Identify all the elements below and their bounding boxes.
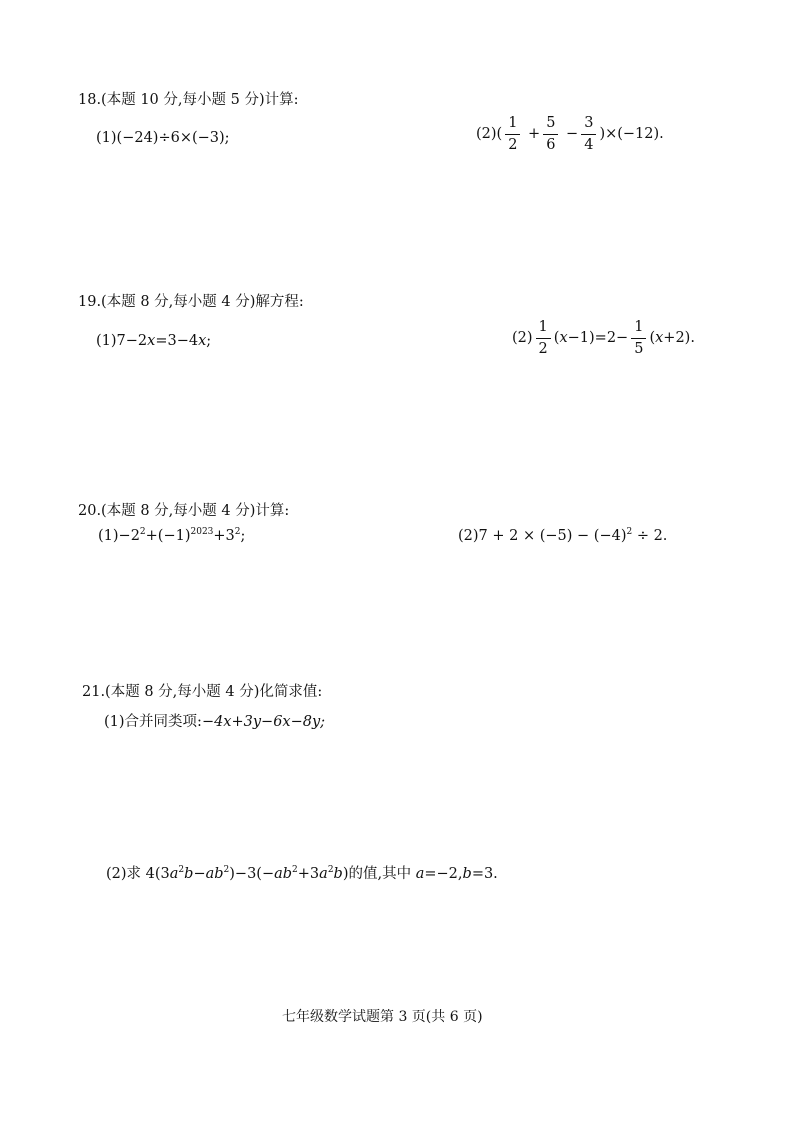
q20-p1-text: +(−1) [145,528,191,544]
q18-p2-suffix: )×(−12). [599,126,664,142]
exponent: 2 [327,865,334,875]
exponent: 2 [223,865,230,875]
q20-p1-text: (1)−2 [98,528,140,544]
q21-p2-text: =3. [471,866,498,882]
variable-a: a [415,866,425,882]
question-19-part-2 [512,320,695,356]
q19-p2-prefix: (2) [512,330,533,346]
variable-ab: ab [205,866,224,882]
variable-b: b− [184,866,206,882]
variable-x: x [147,333,156,349]
q18-p2-prefix: (2)( [476,126,503,142]
fraction-1-2 [536,320,551,356]
q19-p2-text: −1)=2− [567,330,629,346]
q20-p1-text: +3 [213,528,235,544]
q19-p2-text: ( [649,330,656,346]
variable-x: x [198,333,207,349]
q21-p2-text: (2)求 4(3 [106,866,170,882]
question-20-part-2 [458,528,667,544]
question-19-part-1 [96,333,211,349]
variable-ab: ab [274,866,293,882]
question-19-header: 19.(本题 8 分,每小题 4 分)解方程: [78,294,304,310]
exponent: 2 [626,527,633,537]
q20-p1-text: ; [240,528,246,544]
question-21-part-1 [104,710,325,731]
fraction-1-5 [631,320,646,356]
denominator: 2 [505,134,520,153]
exponent: 2 [234,527,241,537]
numerator: 1 [538,319,548,335]
fraction-3-4 [581,116,596,152]
q21-p2-text: )的值,其中 [342,866,416,882]
q19-p1-text: ; [206,333,212,349]
page-footer: 七年级数学试题第 3 页(共 6 页) [282,1009,483,1025]
operator-plus: + [528,126,541,142]
variable-a: a [169,866,179,882]
question-20-part-1 [98,528,245,544]
fraction-1-2 [505,116,520,152]
q20-p2-text: ÷ 2. [632,528,668,544]
question-21-header: 21.(本题 8 分,每小题 4 分)化简求值: [82,684,323,700]
denominator: 6 [543,134,558,153]
exponent: 2023 [190,527,214,537]
q21-p1-expression: −4x+3y−6x−8y; [201,714,326,730]
denominator: 5 [631,338,646,357]
q21-p2-text: =−2, [424,866,463,882]
variable-x: x [559,330,568,346]
denominator: 4 [581,134,596,153]
q21-p1-label: (1)合并同类项: [104,714,202,730]
variable-b: b [462,866,472,882]
q21-p2-text: )−3(− [229,866,275,882]
q19-p1-text: (1)7−2 [96,333,148,349]
q19-p1-text: =3−4 [155,333,199,349]
exponent: 2 [292,865,298,875]
question-18-part-1: (1)(−24)÷6×(−3); [96,130,230,146]
question-20-header: 20.(本题 8 分,每小题 4 分)计算: [78,503,290,519]
q19-p2-text: ( [553,330,560,346]
question-21-part-2 [106,862,498,883]
variable-b: b [333,866,343,882]
q19-p2-text: +2). [663,330,695,346]
variable-x: x [655,330,664,346]
exponent: 2 [178,865,185,875]
numerator: 3 [584,115,594,131]
variable-a: a [319,866,328,882]
q21-p2-text: +3 [297,866,320,882]
exponent: 2 [139,527,146,537]
question-18-part-2 [476,116,664,152]
question-18-header: 18.(本题 10 分,每小题 5 分)计算: [78,92,299,108]
numerator: 1 [508,115,518,131]
fraction-5-6 [543,116,558,152]
numerator: 1 [634,319,644,335]
denominator: 2 [536,338,551,357]
numerator: 5 [546,115,556,131]
operator-minus: − [566,126,579,142]
q20-p2-text: (2)7 + 2 × (−5) − (−4) [458,528,627,544]
